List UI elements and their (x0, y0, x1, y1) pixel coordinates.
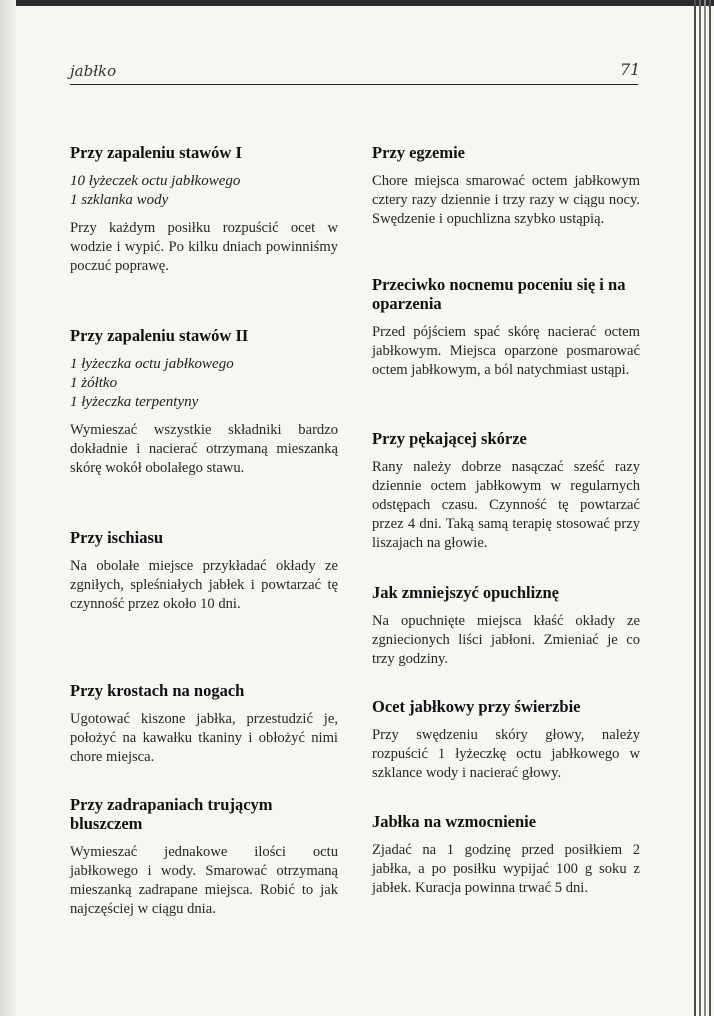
section-title: Przy zadrapaniach trującym bluszczem (70, 795, 273, 833)
section-sciatica (70, 528, 338, 614)
section-night-sweats (372, 275, 640, 380)
section-text: Zjadać na 1 godzinę przed posiłkiem 2 jabłka, a po posiłku wypijać 100 g soku z jabłek. Kuracja powinna trwać 5 dni. (372, 842, 640, 896)
ingredient-item: 1 łyżeczka terpentyny (70, 394, 199, 410)
section-title: Przeciwko nocnemu poceniu się i na oparzenia (372, 275, 626, 313)
ingredient-list (70, 355, 338, 412)
section-text: Na opuchnięte miejsca kłaść okłady ze zgniecionych liści jabłoni. Zmieniać je co trzy godziny. (372, 613, 640, 667)
section-title: Przy zapaleniu stawów II (70, 326, 249, 345)
book-gutter (0, 0, 16, 1016)
ingredient-item: 1 żółtko (70, 375, 118, 391)
section-text: Przy każdym posiłku rozpuścić ocet w wodzie i wypić. Po kilku dniach powinniśmy poczuć poprawę. (70, 220, 338, 274)
section-text: Rany należy dobrze nasączać sześć razy dziennie octem jabłkowym w regularnych odstępach czasu. Czynność tę powtarzać przez 4 dni. Taką samą terapię stosować przy liszajach na głowie. (372, 459, 640, 551)
page-number: 71 (620, 60, 641, 79)
section-cracked-skin (372, 429, 640, 553)
section-text: Przy swędzeniu skóry głowy, należy rozpuścić 1 łyżeczkę octu jabłkowego w szklance wody i nacierać głowy. (372, 727, 640, 781)
section-scabies (372, 697, 640, 783)
section-title: Jabłka na wzmocnienie (372, 812, 537, 831)
section-title: Przy pękającej skórze (372, 429, 527, 448)
section-text: Wymieszać wszystkie składniki bardzo dokładnie i nacierać otrzymaną mieszanką skórę wokół obolałego stawu. (70, 422, 338, 476)
ingredient-item: 1 łyżeczka octu jabłkowego (70, 356, 234, 372)
running-title: jabłko (70, 62, 117, 80)
section-joint-inflammation-2 (70, 326, 338, 478)
section-reduce-swelling (372, 583, 640, 669)
section-text: Wymieszać jednakowe ilości octu jabłkowego i wody. Smarować otrzymaną mieszanką zadrapane miejsca. Robić to jak najczęściej w ciągu dnia. (70, 844, 338, 917)
section-joint-inflammation-1 (70, 143, 338, 276)
header-rule (70, 84, 638, 85)
section-leg-pustules (70, 681, 338, 767)
section-text: Chore miejsca smarować octem jabłkowym cztery razy dziennie i trzy razy w ciągu nocy. Swędzenie i opuchlizna szybko ustąpią. (372, 173, 640, 227)
section-text: Na obolałe miejsce przykładać okłady ze zgniłych, spleśniałych jabłek i powtarzać tę czynność przez około 10 dni. (70, 558, 338, 612)
scan-top-edge (0, 0, 714, 6)
section-title: Przy krostach na nogach (70, 681, 245, 700)
ingredient-item: 1 szklanka wody (70, 192, 169, 208)
ingredient-item: 10 łyżeczek octu jabłkowego (70, 173, 241, 189)
section-poison-ivy (70, 795, 338, 919)
page-edges (692, 0, 714, 1016)
section-title: Przy ischiasu (70, 528, 164, 547)
section-text: Ugotować kiszone jabłka, przestudzić je, położyć na kawałku tkaniny i obłożyć nimi chore miejsca. (70, 711, 338, 765)
section-eczema (372, 143, 640, 229)
section-title: Przy zapaleniu stawów I (70, 143, 242, 162)
section-title: Przy egzemie (372, 143, 465, 162)
section-title: Ocet jabłkowy przy świerzbie (372, 697, 581, 716)
ingredient-list (70, 172, 338, 210)
section-title: Jak zmniejszyć opuchliznę (372, 583, 559, 602)
section-strengthening (372, 812, 640, 898)
section-text: Przed pójściem spać skórę nacierać octem jabłkowym. Miejsca oparzone posmarować octem jabłkowym, a ból natychmiast ustąpi. (372, 324, 640, 378)
